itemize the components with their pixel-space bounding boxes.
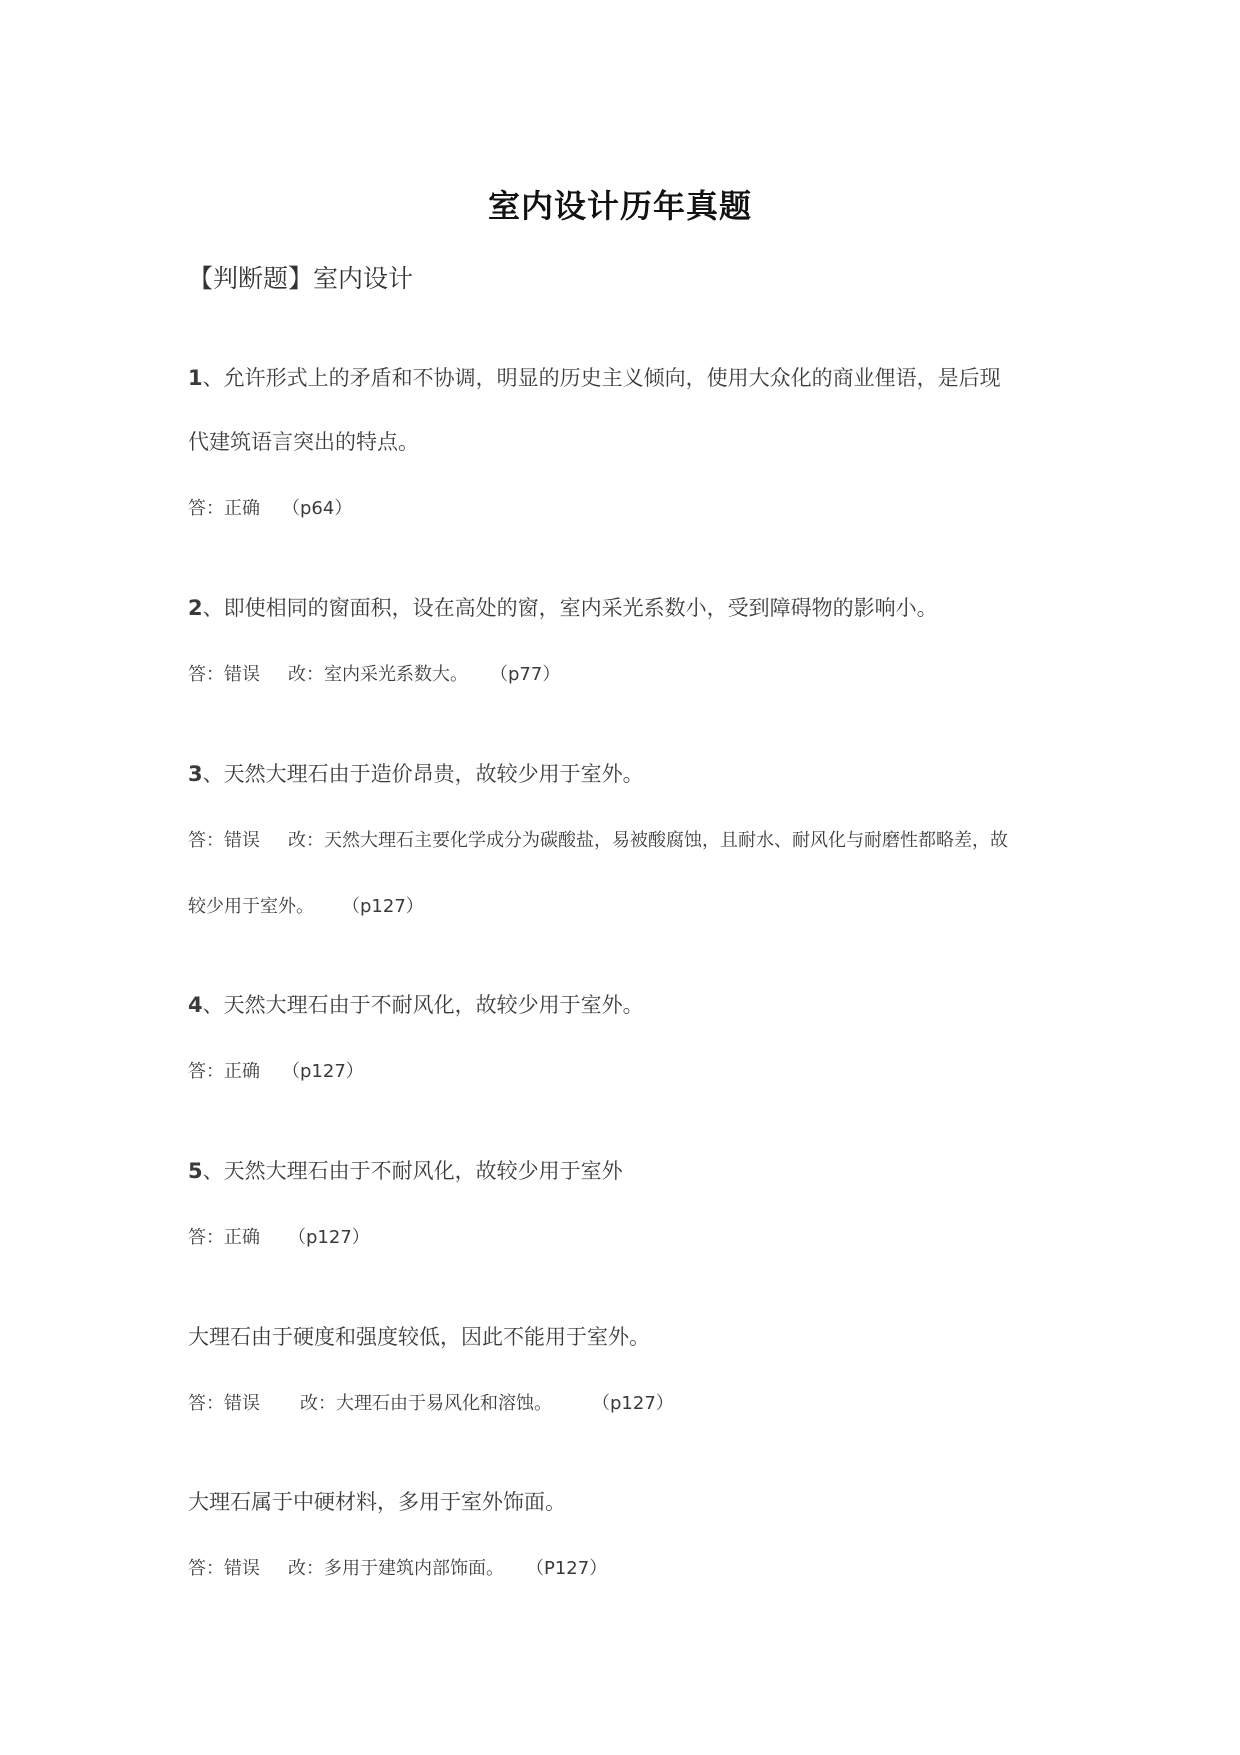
answer-3-line-1: [188, 828, 1008, 854]
answer-1: [188, 496, 352, 522]
answer-7-label: 答：错误: [188, 1558, 260, 1579]
question-2-text: 、即使相同的窗面积，设在高处的窗，室内采光系数小，受到障碍物的影响小。: [202, 596, 938, 620]
question-3-text: 、天然大理石由于造价昂贵，故较少用于室外。: [202, 762, 644, 786]
answer-6-ref: （p127）: [592, 1393, 674, 1414]
answer-7-correction: 改：多用于建筑内部饰面。: [288, 1558, 504, 1579]
question-4-line-1: [188, 991, 644, 1019]
answer-3-ref: （p127）: [342, 896, 424, 917]
answer-3-correction: 改：天然大理石主要化学成分为碳酸盐，易被酸腐蚀，且耐水、耐风化与耐磨性都略差，故: [288, 830, 1008, 851]
answer-4-ref: （p127）: [282, 1061, 364, 1082]
answer-3-correction-cont: 较少用于室外。: [188, 896, 314, 917]
question-2-number: 2: [188, 596, 203, 620]
question-5-line-1: [188, 1157, 623, 1185]
answer-2: [188, 662, 560, 688]
question-6-line-1: 大理石由于硬度和强度较低，因此不能用于室外。: [188, 1325, 650, 1349]
answer-3-label: 答：错误: [188, 830, 260, 851]
question-5-number: 5: [188, 1159, 203, 1183]
answer-4-label: 答：正确: [188, 1061, 260, 1082]
page-title: 室内设计历年真题: [487, 187, 752, 225]
answer-5: [188, 1225, 370, 1251]
question-3-line-1: [188, 760, 644, 788]
question-1-line-1: [188, 364, 1001, 392]
question-1-text: 、允许形式上的矛盾和不协调，明显的历史主义倾向，使用大众化的商业俚语，是后现: [202, 366, 1001, 390]
answer-1-label: 答：正确: [188, 498, 260, 519]
question-4-number: 4: [188, 993, 203, 1017]
question-3-number: 3: [188, 762, 203, 786]
answer-5-ref: （p127）: [288, 1227, 370, 1248]
answer-3-line-2: [188, 894, 424, 920]
answer-5-label: 答：正确: [188, 1227, 260, 1248]
answer-2-correction: 改：室内采光系数大。: [288, 664, 468, 685]
section-heading: 【判断题】室内设计: [188, 264, 414, 293]
answer-7: [188, 1556, 607, 1582]
question-7-line-1: 大理石属于中硬材料，多用于室外饰面。: [188, 1490, 566, 1514]
question-1-number: 1: [188, 366, 203, 390]
question-4-text: 、天然大理石由于不耐风化，故较少用于室外。: [202, 993, 644, 1017]
answer-7-ref: （P127）: [526, 1558, 608, 1579]
answer-4: [188, 1059, 364, 1085]
question-2-line-1: [188, 594, 938, 622]
answer-1-ref: （p64）: [282, 498, 353, 519]
answer-2-ref: （p77）: [490, 664, 561, 685]
answer-6-correction: 改：大理石由于易风化和溶蚀。: [300, 1393, 552, 1414]
answer-6: [188, 1391, 674, 1417]
question-1-line-2: 代建筑语言突出的特点。: [188, 430, 419, 454]
answer-6-label: 答：错误: [188, 1393, 260, 1414]
answer-2-label: 答：错误: [188, 664, 260, 685]
question-5-text: 、天然大理石由于不耐风化，故较少用于室外: [202, 1159, 623, 1183]
